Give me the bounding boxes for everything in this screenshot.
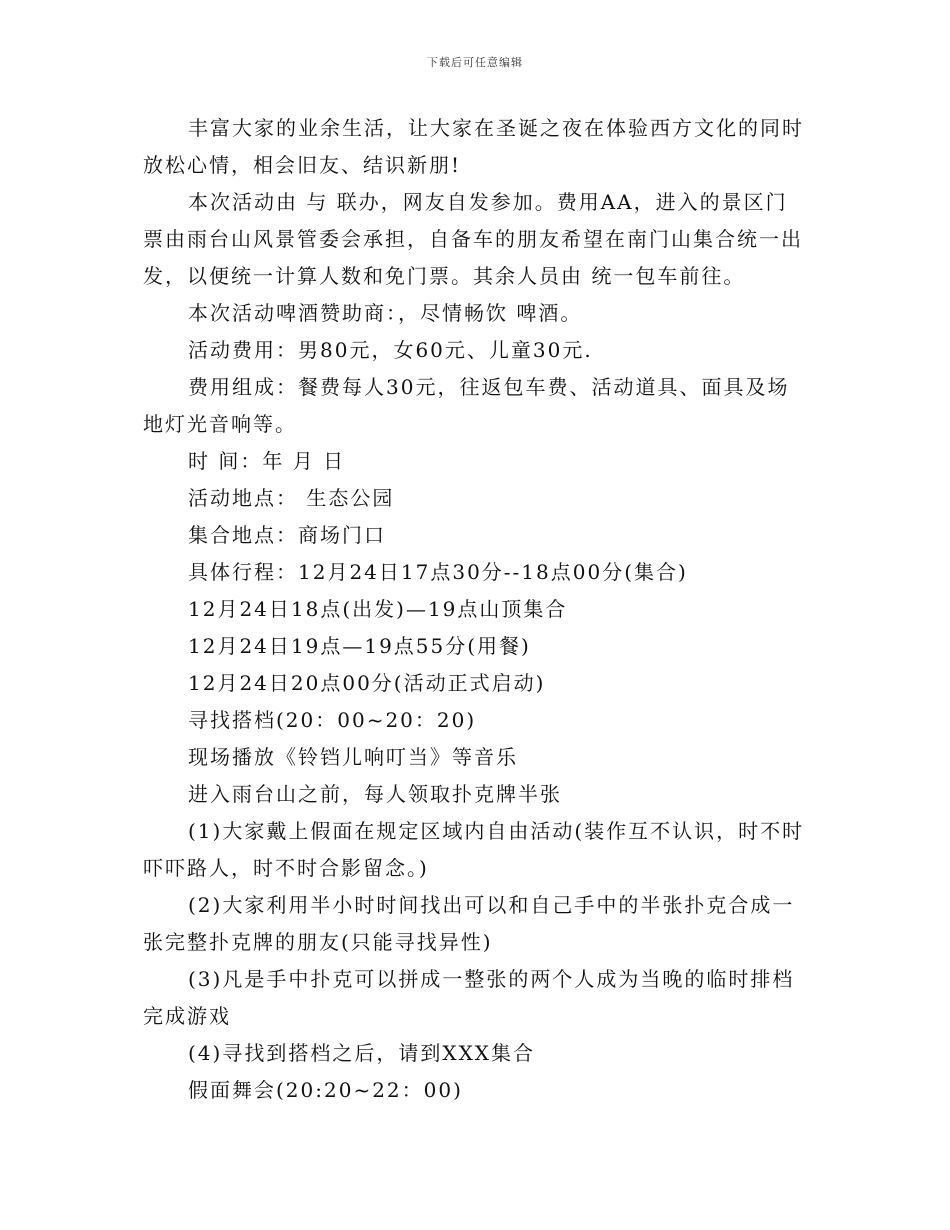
paragraph: 12月24日18点(出发)—19点山顶集合	[188, 597, 568, 621]
page-header-note: 下载后可任意编辑	[427, 56, 523, 69]
paragraph: (4)寻找到搭档之后，请到XXX集合	[188, 1041, 536, 1065]
paragraph: (1)大家戴上假面在规定区域内自由活动(装作互不认识，时不时吓吓路人，时不时合影留念。)	[143, 819, 805, 880]
paragraph: 假面舞会(20:20~22：00)	[188, 1078, 463, 1102]
document-body	[143, 110, 807, 1109]
paragraph: 活动费用：男80元，女60元、儿童30元.	[188, 338, 593, 362]
paragraph: 时 间：年 月 日	[188, 449, 346, 473]
paragraph: (2)大家利用半小时时间找出可以和自己手中的半张扑克合成一张完整扑克牌的朋友(只能寻找异性)	[143, 893, 795, 954]
paragraph: 现场播放《铃铛儿响叮当》等音乐	[188, 745, 518, 769]
paragraph: 12月24日20点00分(活动正式启动)	[188, 671, 546, 695]
paragraph: 费用组成：餐费每人30元，往返包车费、活动道具、面具及场地灯光音响等。	[143, 375, 790, 436]
paragraph: 集合地点：商场门口	[188, 523, 386, 547]
paragraph: 具体行程：12月24日17点30分--18点00分(集合)	[188, 560, 688, 584]
paragraph: 进入雨台山之前，每人领取扑克牌半张	[188, 782, 562, 806]
paragraph: 本次活动由 与 联办，网友自发参加。费用AA，进入的景区门票由雨台山风景管委会承担，自备车的朋友希望在南门山集合统一出发，以便统一计算人数和免门票。其余人员由 统一包车前往。	[143, 190, 803, 288]
paragraph: 丰富大家的业余生活，让大家在圣诞之夜在体验西方文化的同时放松心情，相会旧友、结识新朋!	[143, 116, 804, 177]
paragraph: 12月24日19点—19点55分(用餐)	[188, 634, 531, 658]
paragraph: (3)凡是手中扑克可以拼成一整张的两个人成为当晚的临时排档完成游戏	[143, 967, 795, 1028]
paragraph: 活动地点： 生态公园	[188, 486, 395, 510]
paragraph: 本次活动啤酒赞助商：，尽情畅饮 啤酒。	[188, 301, 583, 325]
paragraph: 寻找搭档(20：00~20：20)	[188, 708, 477, 732]
